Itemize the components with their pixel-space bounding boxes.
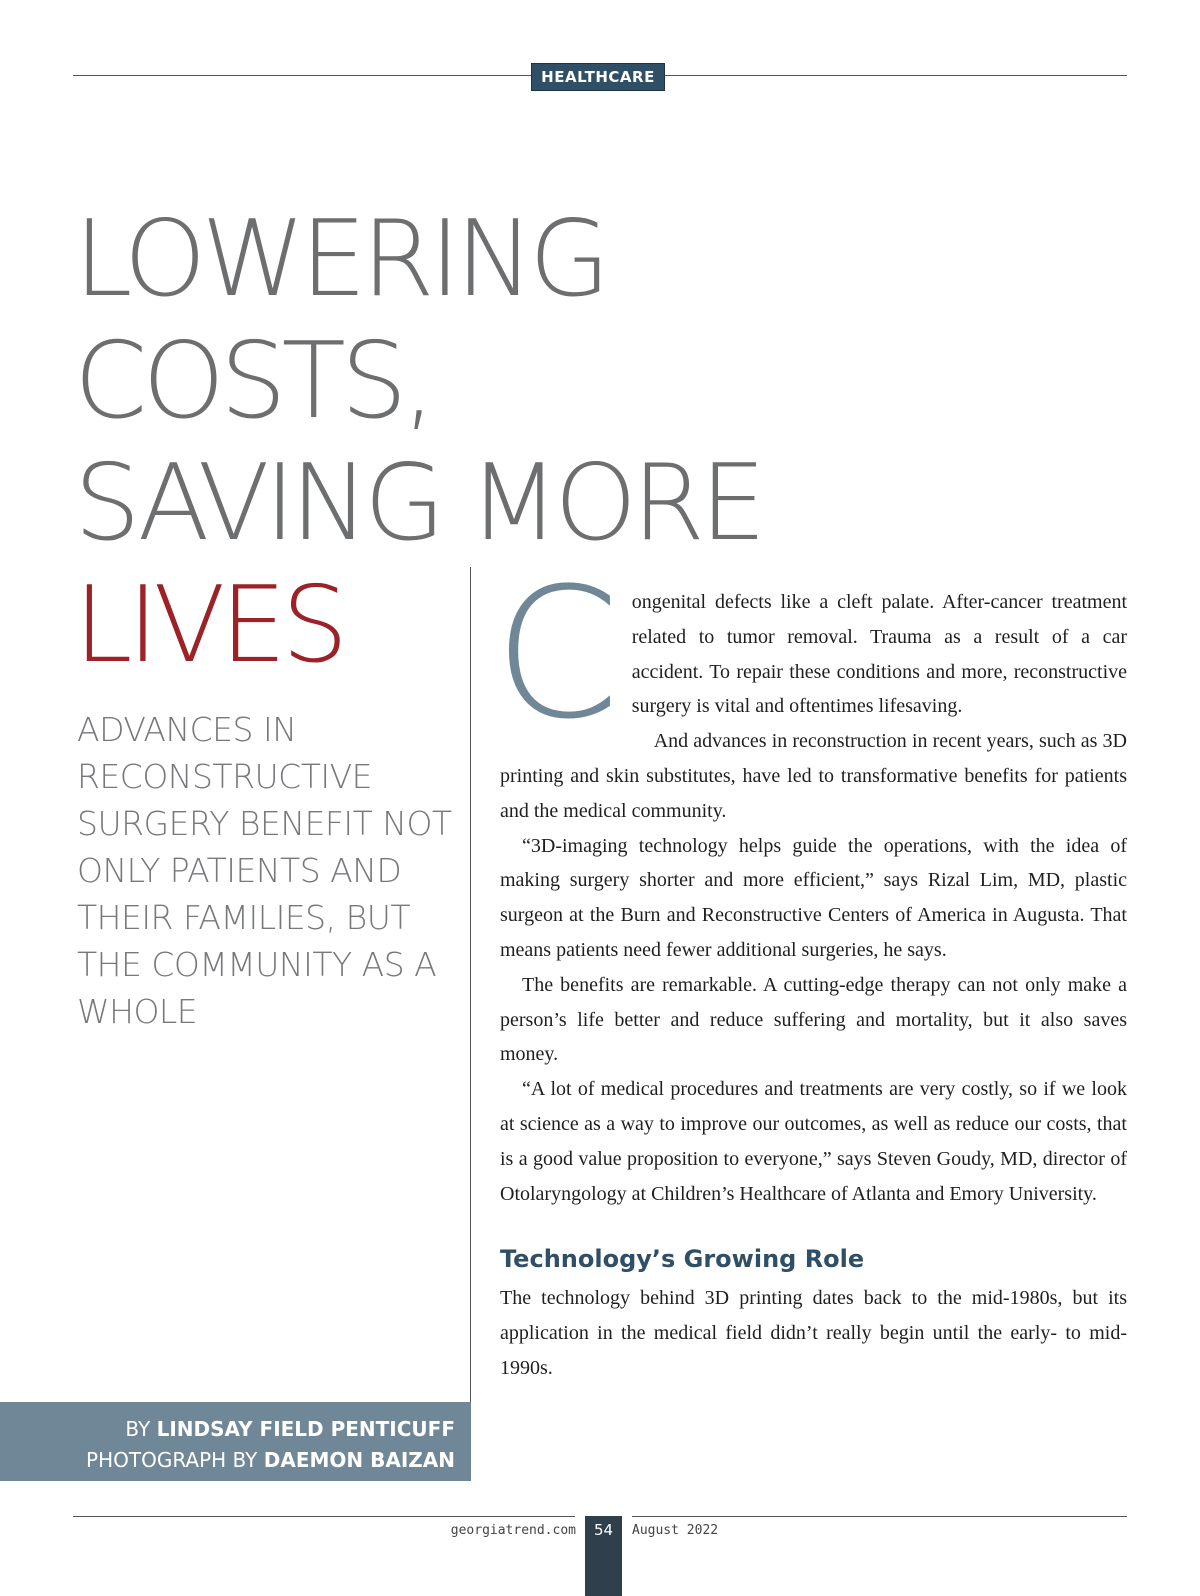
column-divider bbox=[470, 567, 471, 1477]
photographer-name: DAEMON BAIZAN bbox=[263, 1448, 455, 1472]
photo-prefix: PHOTOGRAPH BY bbox=[86, 1448, 264, 1472]
by-prefix: BY bbox=[125, 1417, 157, 1441]
article-body bbox=[494, 550, 1127, 1386]
drop-cap: C bbox=[494, 550, 620, 759]
section-label: HEALTHCARE bbox=[531, 63, 665, 91]
deck: ADVANCES IN RECONSTRUCTIVE SURGERY BENEFIT NOT ONLY PATIENTS AND THEIR FAMILIES, BUT THE COMMUNITY AS A WHOLE bbox=[77, 710, 452, 1031]
author-credit bbox=[0, 1414, 455, 1445]
paragraph-6: The technology behind 3D printing dates back to the mid-1980s, but its application in the medical field didn’t really begin until the early- to mid-1990s. bbox=[500, 1287, 1127, 1379]
headline-line-3: SAVING MORE bbox=[74, 442, 762, 564]
subhead: Technology’s Growing Role bbox=[500, 1245, 865, 1274]
footer-rule-right bbox=[632, 1516, 1127, 1517]
paragraph-4: The benefits are remarkable. A cutting-edge therapy can not only make a person’s life better and reduce suffering and mortality, but it also saves money. bbox=[500, 973, 1127, 1066]
headline-line-1: LOWERING bbox=[74, 198, 606, 320]
footer-site: georgiatrend.com bbox=[450, 1523, 576, 1538]
paragraph-5: “A lot of medical procedures and treatments are very costly, so if we look at science as a way to improve our outcomes, as well as reduce our costs, that is a good value proposition to everyone,” says Steven Goudy, MD, director of Otolaryngology at Children’s Healthcare of Atlanta and Emory University. bbox=[500, 1078, 1127, 1205]
photo-credit bbox=[0, 1445, 455, 1476]
page-number: 54 bbox=[585, 1516, 622, 1596]
paragraph-2: And advances in reconstruction in recent years, such as 3D printing and skin substitutes, have led to transformative benefits for patients and the medical community. bbox=[500, 730, 1127, 822]
paragraph-1 bbox=[494, 550, 1127, 759]
paragraph-1-text: ongenital defects like a cleft palate. After-cancer treatment related to tumor removal. Trauma as a result of a car accident. To repair these conditions and more, reconstructive surgery is vital and oftentimes lifesaving. bbox=[631, 591, 1127, 718]
footer-date: August 2022 bbox=[632, 1523, 719, 1538]
footer-rule-left bbox=[73, 1516, 575, 1517]
headline-line-2: COSTS, bbox=[74, 320, 431, 442]
header-rule-left bbox=[73, 75, 531, 76]
header-rule-right bbox=[665, 75, 1127, 76]
author-name: LINDSAY FIELD PENTICUFF bbox=[156, 1417, 455, 1441]
headline-line-4: LIVES bbox=[74, 564, 344, 686]
paragraph-3: “3D-imaging technology helps guide the operations, with the idea of making surgery shorter and more efficient,” says Rizal Lim, MD, plastic surgeon at the Burn and Reconstructive Centers of America in Augusta. That means patients need fewer additional surgeries, he says. bbox=[500, 834, 1127, 961]
byline bbox=[0, 1402, 471, 1481]
